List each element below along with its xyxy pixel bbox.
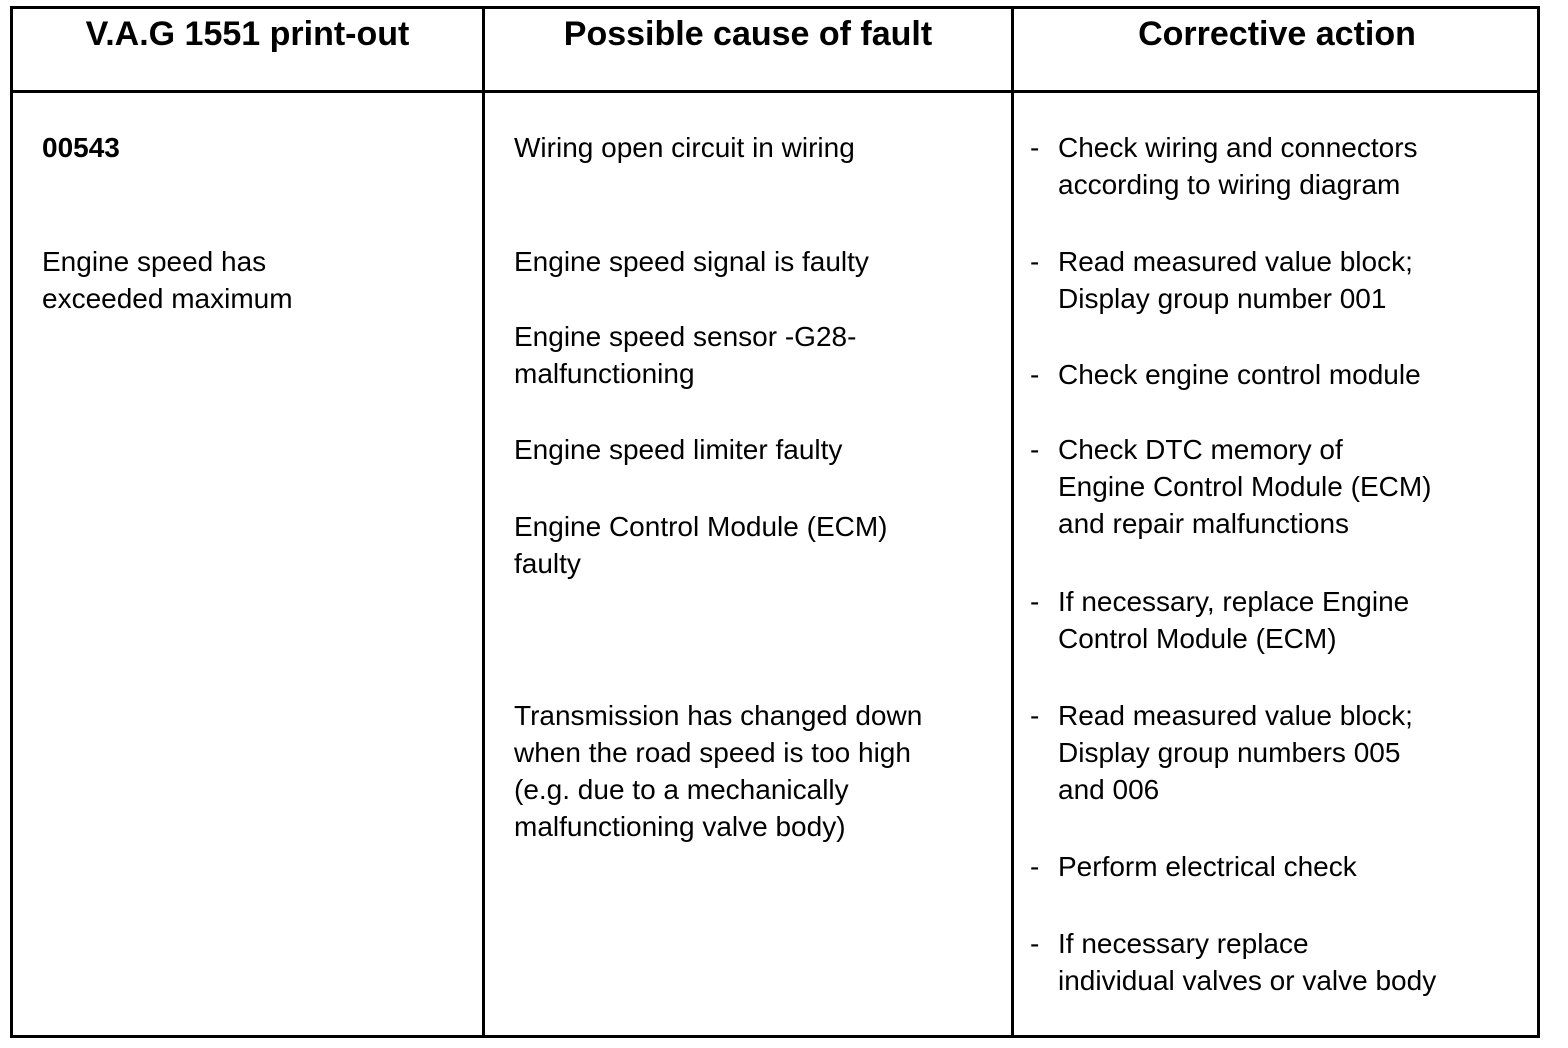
bullet-dash: - xyxy=(1030,434,1040,465)
cause-line: when the road speed is too high xyxy=(514,737,911,768)
cause-line: Wiring open circuit in wiring xyxy=(514,132,855,163)
action-line: and 006 xyxy=(1058,774,1160,805)
action-line: Read measured value block; xyxy=(1058,246,1413,277)
fault-code: 00543 xyxy=(42,132,120,163)
header-action: Corrective action xyxy=(1138,15,1416,53)
cause-line: Engine speed limiter faulty xyxy=(514,434,843,465)
column-divider-2 xyxy=(1011,9,1014,1035)
column-divider-1 xyxy=(482,9,485,1035)
cause-line: (e.g. due to a mechanically xyxy=(514,774,849,805)
cause-line: Engine speed signal is faulty xyxy=(514,246,869,277)
cause-item xyxy=(514,697,922,845)
action-line: Check engine control module xyxy=(1058,359,1421,390)
bullet-dash: - xyxy=(1030,928,1040,959)
action-line: Read measured value block; xyxy=(1058,700,1413,731)
cause-item xyxy=(514,318,856,392)
bullet-dash: - xyxy=(1030,586,1040,617)
header-cause: Possible cause of fault xyxy=(563,15,933,53)
action-line: Engine Control Module (ECM) xyxy=(1058,471,1432,502)
cause-line: malfunctioning valve body) xyxy=(514,811,846,842)
bullet-dash: - xyxy=(1030,246,1040,277)
action-line: If necessary, replace Engine xyxy=(1058,586,1410,617)
action-line: individual valves or valve body xyxy=(1058,965,1437,996)
action-line: If necessary replace xyxy=(1058,928,1309,959)
action-line: according to wiring diagram xyxy=(1058,169,1401,200)
action-line: and repair malfunctions xyxy=(1058,508,1350,539)
action-line: Display group number 001 xyxy=(1058,283,1387,314)
cause-item xyxy=(514,508,888,582)
action-line: Display group numbers 005 xyxy=(1058,737,1401,768)
header-printout: V.A.G 1551 print-out xyxy=(85,15,410,53)
cause-item xyxy=(514,129,855,166)
cause-item xyxy=(514,243,869,280)
action-line: Check wiring and connectors xyxy=(1058,132,1418,163)
fault-description-line: Engine speed has xyxy=(42,246,267,277)
cause-line: Engine Control Module (ECM) xyxy=(514,511,888,542)
bullet-dash: - xyxy=(1030,359,1040,390)
cause-line: faulty xyxy=(514,548,581,579)
fault-description-line: exceeded maximum xyxy=(42,283,293,314)
fault-description xyxy=(42,243,293,317)
action-line: Check DTC memory of xyxy=(1058,434,1343,465)
cause-line: Transmission has changed down xyxy=(514,700,923,731)
action-line: Perform electrical check xyxy=(1058,851,1357,882)
cause-line: malfunctioning xyxy=(514,358,695,389)
bullet-dash: - xyxy=(1030,132,1040,163)
bullet-dash: - xyxy=(1030,851,1040,882)
cause-item xyxy=(514,431,842,468)
bullet-dash: - xyxy=(1030,700,1040,731)
header-divider xyxy=(13,90,1537,93)
cause-line: Engine speed sensor -G28- xyxy=(514,321,857,352)
action-line: Control Module (ECM) xyxy=(1058,623,1337,654)
